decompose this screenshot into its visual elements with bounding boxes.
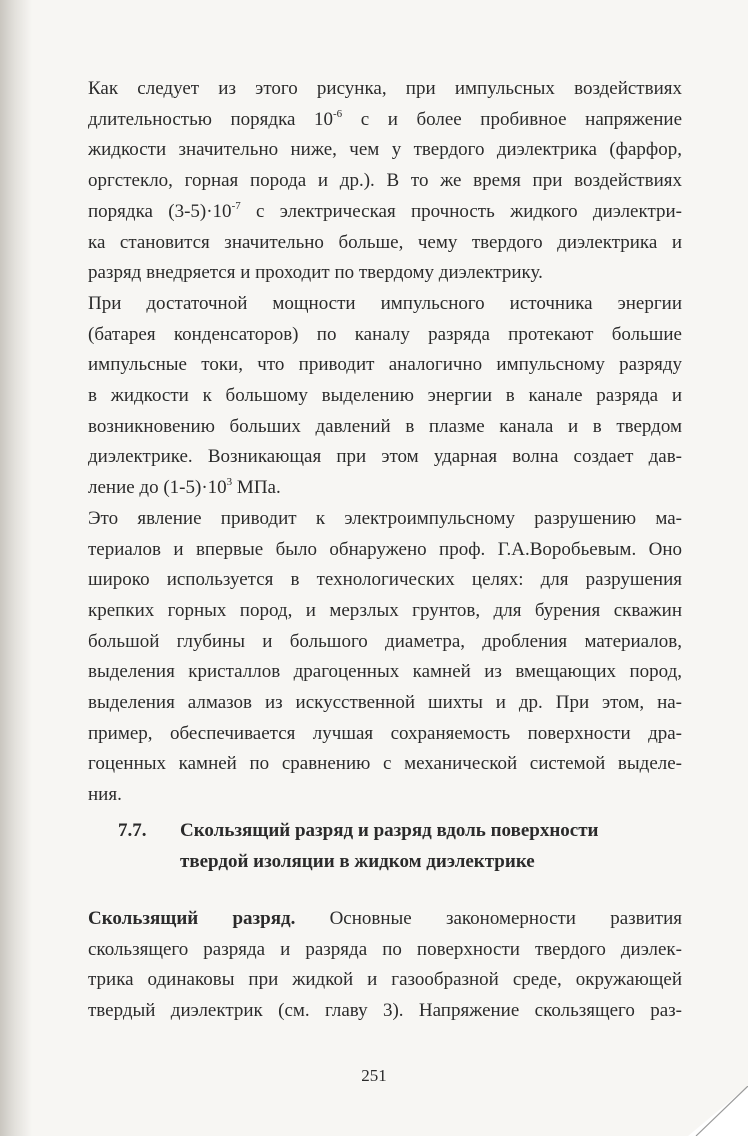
text-line: ка становится значительно больше, чему твердого диэлектрика и — [88, 231, 682, 253]
text-line: гоценных камней по сравнению с механической системой выделе- — [88, 753, 682, 775]
text-line: диэлектрике. Возникающая при этом ударная волна создает дав- — [88, 446, 682, 468]
text-line: ление до $(1-5)\cdot 10^3$ МПа. — [88, 476, 281, 499]
text-line: разряд внедряется и проходит по твердому диэлектрику. — [88, 262, 543, 284]
text-line: жидкости значительно ниже, чем у твердого диэлектрика (фарфор, — [88, 139, 682, 161]
section-title-line-1: Скользящий разряд и разряд вдоль поверхности — [180, 820, 599, 841]
text-line: длительностью порядка $10^{-6}$ с и более пробивное напряжение — [88, 107, 682, 130]
text-line: пример, обеспечивается лучшая сохраняемость поверхности дра- — [88, 722, 682, 744]
text-line: большой глубины и большого диаметра, дробления материалов, — [88, 630, 682, 652]
text-line: (батарея конденсаторов) по каналу разряда протекают большие — [88, 323, 682, 345]
body-text — [88, 74, 682, 811]
text-line: твердый диэлектрик (см. главу 3). Напряжение скользящего раз- — [88, 1000, 682, 1022]
text-line: импульсные токи, что приводит аналогично импульсному разряду — [88, 354, 682, 376]
corner-fold-icon — [688, 1086, 748, 1136]
run-in-heading: Скользящий разряд. — [88, 908, 296, 929]
text-line: в жидкости к большому выделению энергии в канале разряда и — [88, 385, 682, 407]
paragraph-2 — [88, 289, 682, 504]
paragraph-3 — [88, 504, 682, 811]
text-line: трика одинаковы при жидкой и газообразной среде, окружающей — [88, 969, 682, 991]
section-title-line-2: твердой изоляции в жидком диэлектрике — [180, 851, 535, 872]
paragraph-1 — [88, 74, 682, 289]
text-line: териалов и впервые было обнаружено проф. Г.А.Воробьевым. Оно — [88, 538, 682, 560]
text-line: ния. — [88, 784, 122, 806]
text-line: широко используется в технологических целях: для разрушения — [88, 569, 682, 591]
text-line: возникновению больших давлений в плазме канала и в твердом — [88, 415, 682, 437]
text-line: Скользящий разряд. Основные закономерности развития — [88, 908, 682, 929]
text-line: крепких горных пород, и мерзлых грунтов, для бурения скважин — [88, 599, 682, 621]
text-line: порядка $(3-5)\cdot 10^{-7}$ с электрическая прочность жидкого диэлектри- — [88, 199, 682, 222]
text-line: скользящего разряда и разряда по поверхности твердого диэлек- — [88, 938, 682, 960]
section-number: 7.7. — [118, 820, 147, 841]
text-line: выделения кристаллов драгоценных камней из вмещающих пород, — [88, 661, 682, 683]
text-line: выделения алмазов из искусственной шихты и др. При этом, на- — [88, 692, 682, 714]
binding-shadow — [0, 0, 32, 1136]
final-paragraph — [88, 904, 682, 1027]
text-line: оргстекло, горная порода и др.). В то же время при воздействиях — [88, 170, 682, 192]
text-line: Как следует из этого рисунка, при импульсных воздействиях — [88, 78, 682, 99]
page-number: 251 — [361, 1066, 387, 1085]
text-line: При достаточной мощности импульсного источника энергии — [88, 292, 682, 314]
text-line: Это явление приводит к электроимпульсному разрушению ма- — [88, 507, 682, 529]
